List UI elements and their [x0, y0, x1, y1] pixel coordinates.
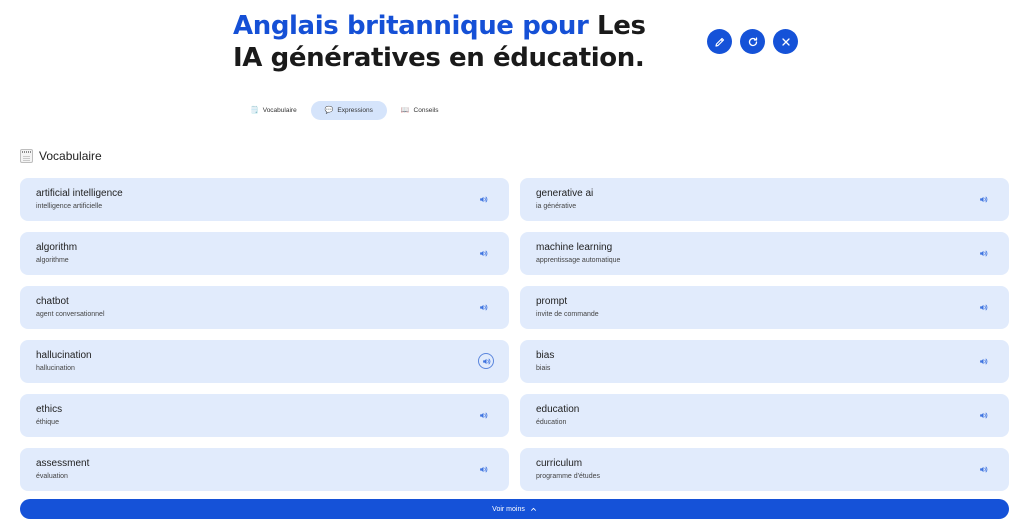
speaker-button[interactable] [477, 193, 490, 206]
speaker-button[interactable] [478, 353, 494, 369]
close-icon [780, 36, 792, 48]
vocab-card [20, 340, 509, 383]
vocab-term: assessment [36, 458, 90, 469]
vocab-translation: ia générative [536, 203, 577, 210]
tab-label: Conseils [413, 107, 439, 114]
speaker-icon [479, 195, 488, 204]
speaker-icon [979, 411, 988, 420]
vocab-card [20, 232, 509, 275]
vocab-term: chatbot [36, 296, 69, 307]
title-rest: Les IA génératives en éducation. [233, 11, 646, 73]
speech-bubble-icon: 💬 [324, 107, 334, 114]
show-less-label: Voir moins [492, 505, 525, 513]
vocab-term: education [536, 404, 580, 415]
section-heading [20, 149, 102, 163]
vocabulary-grid [20, 178, 1009, 491]
speaker-icon [979, 303, 988, 312]
vocab-translation: éducation [536, 419, 567, 426]
vocab-card [20, 178, 509, 221]
speaker-button[interactable] [977, 301, 990, 314]
header-actions [707, 29, 798, 54]
chevron-up-icon [530, 506, 537, 513]
vocab-term: prompt [536, 296, 568, 307]
speaker-icon [479, 465, 488, 474]
vocab-card [520, 394, 1009, 437]
speaker-icon [479, 303, 488, 312]
speaker-button[interactable] [977, 463, 990, 476]
vocab-term: hallucination [36, 350, 92, 361]
vocab-card [520, 178, 1009, 221]
tab-conseils[interactable] [391, 101, 449, 120]
vocab-term: curriculum [536, 458, 583, 469]
vocab-term: bias [536, 350, 555, 361]
tab-label: Expressions [337, 107, 373, 114]
vocab-card [520, 340, 1009, 383]
page-title [233, 10, 683, 74]
speaker-button[interactable] [977, 247, 990, 260]
vocab-term: ethics [36, 404, 63, 415]
edit-button[interactable] [707, 29, 732, 54]
speaker-icon [482, 357, 491, 366]
notepad-icon: 🗒️ [250, 107, 259, 114]
open-book-icon: 📖 [400, 107, 410, 114]
vocab-term: machine learning [536, 242, 613, 253]
speaker-icon [979, 357, 988, 366]
vocab-translation: biais [536, 365, 551, 372]
refresh-button[interactable] [740, 29, 765, 54]
vocab-card [20, 448, 509, 491]
speaker-button[interactable] [477, 409, 490, 422]
speaker-button[interactable] [477, 463, 490, 476]
notepad-icon [20, 149, 33, 163]
speaker-button[interactable] [977, 355, 990, 368]
speaker-button[interactable] [977, 193, 990, 206]
tab-vocabulaire[interactable] [240, 101, 307, 120]
vocab-card [520, 232, 1009, 275]
vocab-translation: hallucination [36, 365, 75, 372]
speaker-icon [479, 249, 488, 258]
speaker-icon [979, 195, 988, 204]
speaker-icon [979, 249, 988, 258]
vocab-card [20, 394, 509, 437]
vocab-translation: algorithme [36, 257, 69, 264]
tab-label: Vocabulaire [262, 107, 297, 114]
close-button[interactable] [773, 29, 798, 54]
title-accent: Anglais britannique pour [233, 11, 589, 41]
speaker-button[interactable] [477, 247, 490, 260]
speaker-icon [479, 411, 488, 420]
section-title: Vocabulaire [39, 149, 102, 163]
vocab-translation: invite de commande [536, 311, 599, 318]
refresh-icon [747, 36, 759, 48]
vocab-term: artificial intelligence [36, 188, 123, 199]
vocab-card [520, 448, 1009, 491]
pencil-icon [714, 36, 726, 48]
speaker-button[interactable] [977, 409, 990, 422]
vocab-term: algorithm [36, 242, 78, 253]
vocab-term: generative ai [536, 188, 594, 199]
vocab-card [520, 286, 1009, 329]
vocab-translation: éthique [36, 419, 59, 426]
tab-expressions[interactable] [311, 101, 387, 120]
vocab-translation: programme d'études [536, 473, 600, 480]
speaker-button[interactable] [477, 301, 490, 314]
speaker-icon [979, 465, 988, 474]
vocab-translation: agent conversationnel [36, 311, 105, 318]
vocab-card [20, 286, 509, 329]
tab-bar [240, 101, 448, 120]
vocab-translation: intelligence artificielle [36, 203, 103, 210]
vocab-translation: apprentissage automatique [536, 257, 621, 264]
show-less-button[interactable] [20, 499, 1009, 519]
vocab-translation: évaluation [36, 473, 68, 480]
